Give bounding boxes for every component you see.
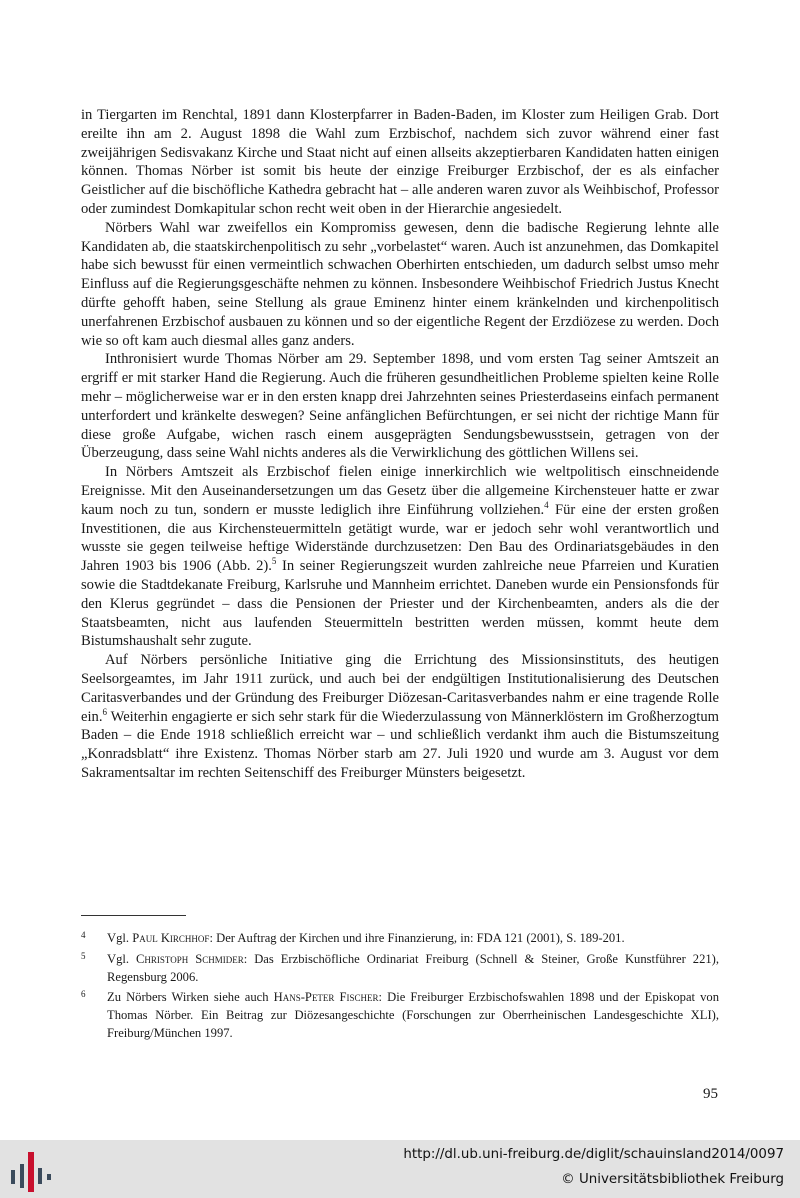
footnote-number: 4 (81, 930, 86, 940)
paragraph-5: Auf Nörbers persönliche Initiative ging die Errichtung des Missionsinstituts, des heutigen Seelsorgeamtes, im Jahr 1911 zurück, und auch bei der endgültigen Institutionalisierung des Deutschen Caritasverbandes und der Gründung des Freiburger Diözesan-Caritasverbandes nahm er eine tragende Rolle ein.$^6$ Weiterhin engagierte er sich sehr stark für die Wiederzulassung von Männerklöstern im Großherzogtum Baden – die Ende 1918 schließlich erreicht war – und schließlich verdankt ihm auch die Bistumszeitung „Konradsblatt“ ihre Existenz. Thomas Nörber starb am 27. Juli 1920 und wurde am 3. August vor dem Sakramentsaltar im rechten Seitenschiff des Freiburger Münsters beigesetzt. (81, 652, 719, 781)
footnote-text: Zu Nörbers Wirken siehe auch Hans-Peter Fischer: Die Freiburger Erzbischofswahlen 1898 und der Episkopat von Thomas Nörber. Ein Beitrag zur Diözesangeschichte (Forschungen zur Oberrheinischen Landesgeschichte XLI), Freiburg/München 1997. (107, 990, 720, 1040)
copyright-notice: © Universitätsbibliothek Freiburg (561, 1172, 784, 1187)
paragraph-4: In Nörbers Amtszeit als Erzbischof fielen einige innerkirchlich wie weltpolitisch einschneidende Ereignisse. Mit den Auseinandersetzungen um das Gesetz über die allgemeine Kirchensteuer hatte er zwar kaum noch zu tun, sondern er musste lediglich ihre Einführung vollziehen.$^4$ Für eine der ersten großen Investitionen, die aus Kirchensteuermitteln getätigt wurde, war er jedoch sehr wohl verantwortlich und wusste sie gegen teilweise heftige Widerstände durchzusetzen: Den Bau des Ordinariatsgebäudes in den Jahren 1903 bis 1906 (Abb. 2).$^5$ In seiner Regierungszeit wurden zahlreiche neue Pfarreien und Kuratien sowie die Stadtdekanate Freiburg, Karlsruhe und Mannheim errichtet. Daneben wurde ein Pensionsfonds für den Klerus gegründet – dass die Pensionen der Priester und der Kirchenbeamten, anders als die der Staatsbeamten, nicht aus laufenden Steuermitteln bestritten werden müssen, kommt heute dem Bistumshaushalt sehr zugute. (81, 464, 719, 650)
paragraph-2: Nörbers Wahl war zweifellos ein Kompromiss gewesen, denn die badische Regierung lehnte alle Kandidaten ab, die staatskirchenpolitisch zu sehr „vorbelastet“ waren. Auch ist anzunehmen, das Domkapitel habe sich bewusst für einen vermeintlich schwachen Oberhirten entschieden, um dadurch selbst umso mehr Einfluss auf die Regierungsgeschäfte nehmen zu können. Insbesondere Weihbischof Friedrich Justus Knecht dürfte gehofft haben, seine Stellung als graue Eminenz hinter einem kränkelnden und kirchenpolitisch unerfahrenen Erzbischof ausbauen zu können und so der eigentliche Regent der Erzdiözese zu werden. Doch wie so oft kam auch diesmal alles ganz anders. (81, 219, 719, 349)
footnote-text: Vgl. Christoph Schmider: Das Erzbischöfliche Ordinariat Freiburg (Schnell & Steiner, Große Kunstführer 221), Regensburg 2006. (107, 951, 720, 984)
paragraph-3: Inthronisiert wurde Thomas Nörber am 29. September 1898, und vom ersten Tag seiner Amtszeit an ergriff er mit starker Hand die Regierung. Auch die früheren gesundheitlichen Probleme spielten keine Rolle mehr – möglicherweise war er in den ersten knapp drei Jahrzehnten seines Priesterdaseins einfach permanent unterfordert und kränkelte deswegen? Seine anfänglichen Befürchtungen, er sei nicht der richtige Mann für diese große Aufgabe, wichen rasch einem ausgeprägten Sendungsbewusstsein, getragen von der Überzeugung, dass seine Wahl nichts anderes als die Verwirklichung des göttlichen Willens sei. (81, 351, 719, 462)
footnote-number: 6 (81, 989, 86, 1000)
main-text (81, 106, 719, 783)
footnote-number: 5 (81, 950, 86, 961)
footnote-4 (81, 930, 719, 948)
footnote-text: Vgl. Paul Kirchhof: Der Auftrag der Kirchen und ihre Finanzierung, in: FDA 121 (2001), S. 189-201. (107, 931, 625, 945)
ub-freiburg-logo-icon[interactable] (8, 1148, 52, 1192)
footnote-separator (81, 915, 186, 916)
page-url-link[interactable]: http://dl.ub.uni-freiburg.de/diglit/schauinsland2014/0097 (403, 1147, 784, 1162)
page-number: 95 (703, 1086, 718, 1102)
footnote-6 (81, 989, 719, 1042)
paragraph-1: in Tiergarten im Renchtal, 1891 dann Klosterpfarrer in Baden-Baden, im Kloster zum Heiligen Grab. Dort ereilte ihn am 2. August 1898 die Wahl zum Erzbischof, nachdem sich zuvor während einer fast zweijährigen Sedisvakanz Kirche und Staat nicht auf einen allseits akzeptierbaren Kandidaten hatten einigen können. Thomas Nörber ist somit bis heute der einzige Freiburger Erzbischof, der es als einfacher Geistlicher auf die bischöfliche Kathedra gebracht hat – alle anderen waren zuvor als Weihbischof, Professor oder zumindest Domkapitular schon recht weit oben in der Hierarchie angesiedelt. (81, 107, 719, 217)
footnotes (81, 930, 719, 1046)
viewer-footer (0, 1140, 800, 1198)
footnote-5 (81, 951, 719, 987)
